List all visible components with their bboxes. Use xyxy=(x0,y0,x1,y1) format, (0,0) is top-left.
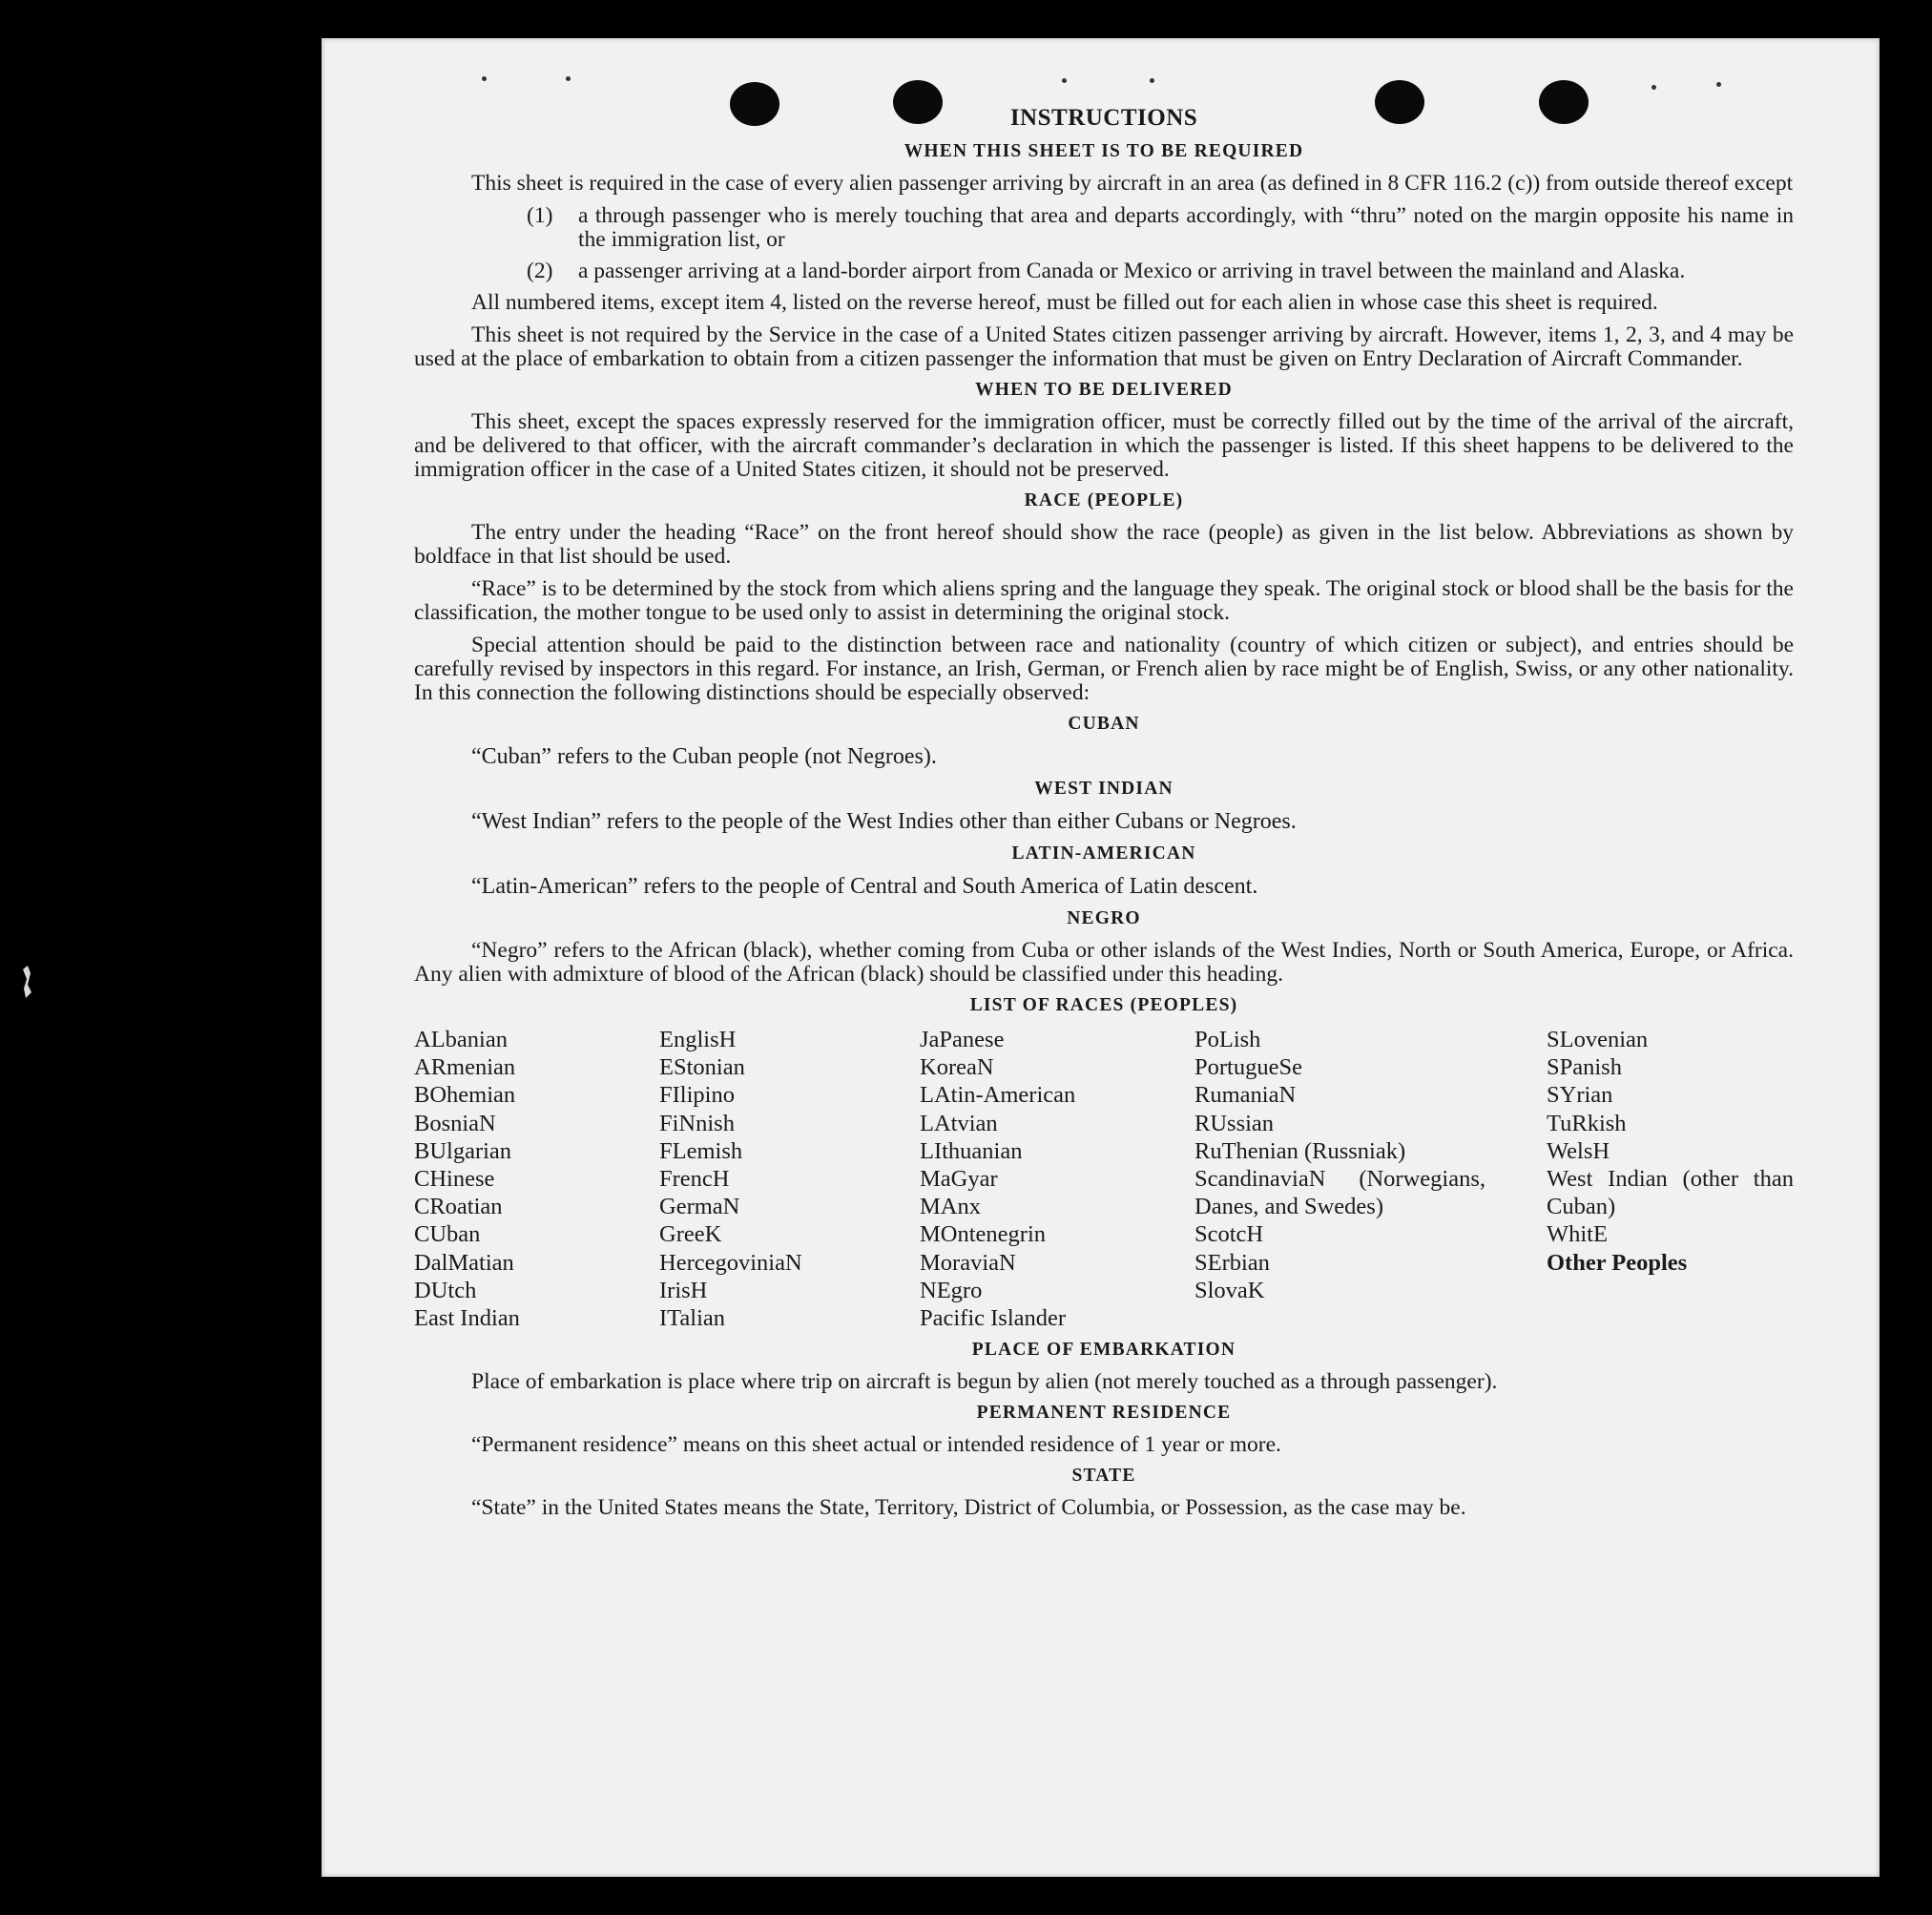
race-item: FLemish xyxy=(659,1137,743,1164)
paragraph: This sheet is not required by the Service in the case of a United States citizen passenger arriving by aircraft. However, items 1, 2, 3, and 4 may be used at the place of embarkation to obtain from a citizen passenger the information that must be given on Entry Declaration of Aircraft Commander. xyxy=(414,323,1794,371)
section-heading: PERMANENT RESIDENCE xyxy=(976,1403,1232,1424)
race-item: EnglisH xyxy=(659,1027,737,1052)
section-heading: RACE (PEOPLE) xyxy=(1024,490,1184,510)
race-item: MAnx xyxy=(920,1194,981,1220)
race-item: BOhemian xyxy=(414,1082,516,1109)
paragraph: Place of embarkation is place where trip on aircraft is begun by alien (not merely touched as a through passenger). xyxy=(471,1369,1498,1395)
race-item: BosniaN xyxy=(414,1110,496,1136)
race-item: MoraviaN xyxy=(920,1249,1016,1276)
instructions-content xyxy=(414,105,1794,1529)
paragraph: The entry under the heading “Race” on the front hereof should show the race (people) as given in the list below. Abbreviations as shown by boldface in that list should be used. xyxy=(414,520,1794,569)
race-item: GreeK xyxy=(659,1221,722,1248)
paragraph: “Race” is to be determined by the stock from which aliens spring and the language they speak. The original stock or blood shall be the basis for the classification, the mother tongue to be used only to assist in determining the original stock. xyxy=(414,576,1794,625)
section-heading: STATE xyxy=(1071,1466,1136,1487)
scan-edge-mark xyxy=(19,964,36,1002)
race-item: ALbanian xyxy=(414,1027,508,1052)
section-heading: LIST OF RACES (PEOPLES) xyxy=(969,995,1238,1015)
race-column xyxy=(920,1026,1195,1332)
race-list xyxy=(414,1026,1794,1332)
race-column xyxy=(1195,1026,1485,1332)
item-text: a through passenger who is merely touching that area and departs accordingly, with “thru” noted on the margin opposite his name in the immigration list, or xyxy=(578,203,1794,252)
paragraph: “State” in the United States means the State, Territory, District of Columbia, or Possession, as the case may be. xyxy=(471,1495,1466,1521)
item-text: a passenger arriving at a land-border airport from Canada or Mexico or arriving in travel between the mainland and Alaska. xyxy=(578,259,1686,283)
document-page xyxy=(322,38,1880,1877)
race-item: FrencH xyxy=(659,1166,730,1193)
section-heading: PLACE OF EMBARKATION xyxy=(971,1340,1236,1361)
paragraph: This sheet, except the spaces expressly reserved for the immigration officer, must be correctly filled out by the time of the arrival of the aircraft, and be delivered to that officer, with the aircraft commander’s declaration in which the passenger is listed. If this sheet happens to be delivered to the immigration officer in the case of a United States citizen, it should not be preserved. xyxy=(414,409,1794,482)
race-item: NEgro xyxy=(920,1277,983,1303)
race-item: ARmenian xyxy=(414,1054,516,1081)
race-item: LAtvian xyxy=(920,1110,998,1136)
race-item: Other Peoples xyxy=(1547,1249,1688,1276)
list-item xyxy=(527,260,1794,283)
race-item: RumaniaN xyxy=(1195,1082,1297,1109)
race-item: BUlgarian xyxy=(414,1137,512,1164)
definition: “Latin-American” refers to the people of Central and South America of Latin descent. xyxy=(471,874,1258,899)
section-heading: WHEN TO BE DELIVERED xyxy=(975,380,1233,400)
race-item: CUban xyxy=(414,1221,481,1248)
race-item: ScandinaviaN (Norwegians, Danes, and Swedes) xyxy=(1195,1166,1485,1220)
race-item: LAtin-American xyxy=(920,1082,1076,1109)
race-item: RUssian xyxy=(1195,1110,1275,1136)
race-item: PoLish xyxy=(1195,1027,1261,1052)
page-title: INSTRUCTIONS xyxy=(1009,105,1198,131)
race-item: GermaN xyxy=(659,1194,740,1220)
paragraph: “Negro” refers to the African (black), whether coming from Cuba or other islands of the West Indies, North or South America, Europe, or Africa. Any alien with admixture of blood of the African (black) should be classified under this heading. xyxy=(414,938,1794,987)
race-column xyxy=(1547,1026,1794,1332)
race-item: Pacific Islander xyxy=(920,1305,1067,1332)
race-item: WelsH xyxy=(1547,1137,1610,1164)
race-item: CHinese xyxy=(414,1166,495,1193)
race-item: LIthuanian xyxy=(920,1137,1023,1164)
item-number: (2) xyxy=(527,259,553,283)
race-item: WhitE xyxy=(1547,1221,1608,1248)
section-heading: NEGRO xyxy=(1067,908,1141,928)
race-item: DalMatian xyxy=(414,1249,514,1276)
definition: “Cuban” refers to the Cuban people (not Negroes). xyxy=(471,744,937,769)
definition: “West Indian” refers to the people of the West Indies other than either Cubans or Negroes. xyxy=(471,809,1297,834)
race-item: TuRkish xyxy=(1547,1110,1627,1136)
race-item: PortugueSe xyxy=(1195,1054,1302,1081)
race-column xyxy=(414,1026,659,1332)
race-item: MOntenegrin xyxy=(920,1221,1046,1248)
race-item: SlovaK xyxy=(1195,1277,1265,1303)
paragraph: All numbered items, except item 4, listed on the reverse hereof, must be filled out for each alien in whose case this sheet is required. xyxy=(471,290,1658,315)
section-heading: LATIN-AMERICAN xyxy=(1011,843,1196,864)
item-number: (1) xyxy=(527,203,553,228)
race-item: SLovenian xyxy=(1547,1027,1649,1052)
race-item: MaGyar xyxy=(920,1166,998,1193)
race-item: ScotcH xyxy=(1195,1221,1264,1248)
race-item: EStonian xyxy=(659,1054,745,1081)
paragraph: “Permanent residence” means on this sheet actual or intended residence of 1 year or more. xyxy=(471,1432,1281,1458)
race-item: FiNnish xyxy=(659,1110,735,1136)
race-item: CRoatian xyxy=(414,1194,503,1220)
race-item: FIlipino xyxy=(659,1082,735,1109)
race-item: HercegoviniaN xyxy=(659,1249,802,1276)
race-item: ITalian xyxy=(659,1305,726,1332)
race-item: KoreaN xyxy=(920,1054,994,1081)
paragraph: This sheet is required in the case of every alien passenger arriving by aircraft in an area (as defined in 8 CFR 116.2 (c)) from outside thereof except xyxy=(471,171,1794,196)
race-item: DUtch xyxy=(414,1277,477,1303)
section-heading: CUBAN xyxy=(1068,714,1140,734)
section-heading: WEST INDIAN xyxy=(1034,779,1174,799)
section-heading: WHEN THIS SHEET IS TO BE REQUIRED xyxy=(904,141,1304,161)
race-item: East Indian xyxy=(414,1305,520,1332)
race-item: West Indian (other than Cuban) xyxy=(1547,1166,1794,1220)
race-item: SYrian xyxy=(1547,1082,1613,1109)
paragraph: Special attention should be paid to the distinction between race and nationality (country of which citizen or subject), and entries should be carefully revised by inspectors in this regard. For instance, an Irish, German, or French alien by race might be of English, Swiss, or any other nationality. In this connection the following distinctions should be especially observed: xyxy=(414,633,1794,705)
list-item xyxy=(527,204,1794,252)
race-item: SErbian xyxy=(1195,1249,1270,1276)
race-column xyxy=(659,1026,920,1332)
race-item: SPanish xyxy=(1547,1054,1622,1081)
race-item: RuThenian (Russniak) xyxy=(1195,1137,1406,1164)
race-item: IrisH xyxy=(659,1277,708,1303)
race-item: JaPanese xyxy=(920,1027,1005,1052)
